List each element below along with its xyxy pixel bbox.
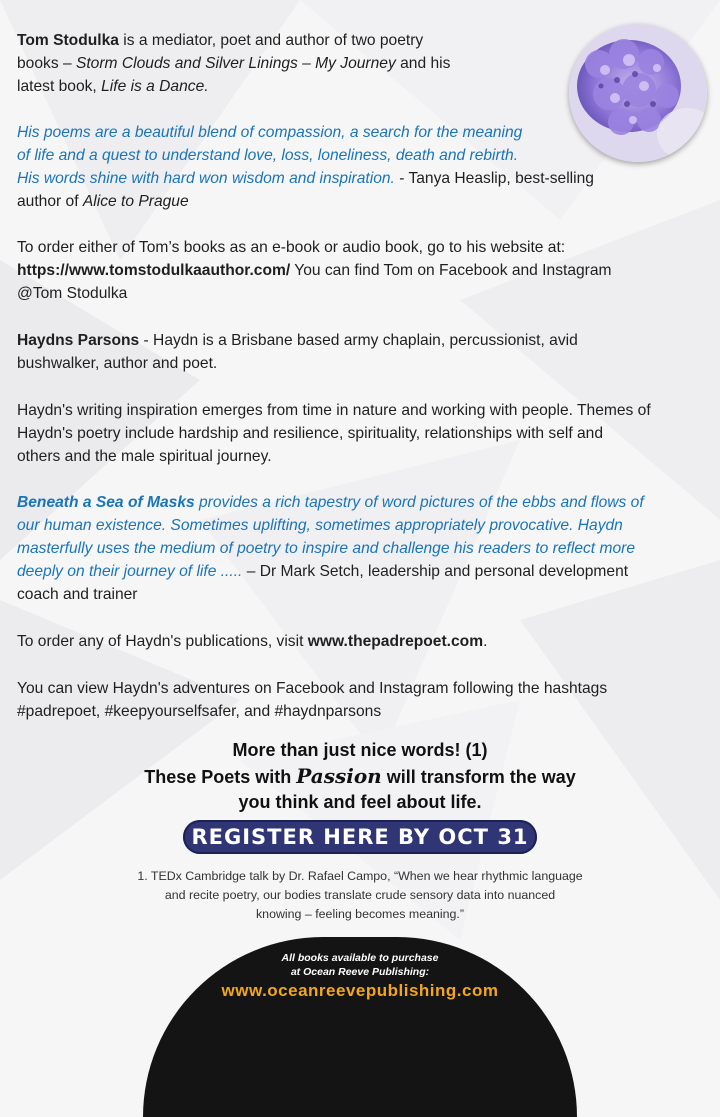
tom-website-link[interactable]: https://www.tomstodulkaauthor.com/ — [17, 262, 291, 279]
social-handle: @Tom Stodulka — [17, 285, 128, 302]
publisher-text — [0, 951, 720, 979]
body-text: Haydn's writing inspiration emerges from time in nature and working with people. Themes of — [17, 402, 651, 419]
publisher-line: All books available to purchase — [281, 952, 439, 964]
quote-text: of life and a quest to understand love, loss, loneliness, death and rebirth. — [17, 147, 519, 164]
tom-name: Tom Stodulka — [17, 32, 119, 49]
promo-line-3: you think and feel about life. — [238, 792, 482, 812]
body-text: others and the male spiritual journey. — [17, 448, 272, 465]
quote-attribution: - Tanya Heaslip, best-selling — [394, 170, 594, 187]
haydn-social-info — [17, 677, 707, 723]
promo-text: will transform the way — [381, 767, 576, 787]
quote-text: provides a rich tapestry of word pictures of the ebbs and flows of — [194, 494, 644, 511]
footnote-line: knowing – feeling becomes meaning.” — [255, 907, 464, 921]
footnote — [0, 867, 720, 924]
quote-attribution: coach and trainer — [17, 586, 138, 603]
quote-attribution: author of — [17, 193, 83, 210]
haydn-bio-text: bushwalker, author and poet. — [17, 355, 218, 372]
order-text: To order any of Haydn's publications, visit — [17, 633, 308, 650]
order-text: To order either of Tom’s books as an e-book or audio book, go to his website at: — [17, 239, 566, 256]
tom-bio-text: books – — [17, 55, 76, 72]
book-title: Beneath a Sea of Masks — [17, 494, 195, 511]
quote-text: deeply on their journey of life ..... — [17, 563, 243, 580]
footnote-line: and recite poetry, our bodies translate crude sensory data into nuanced — [164, 888, 556, 902]
quote-attribution: – Dr Mark Setch, leadership and personal development — [242, 563, 629, 580]
haydn-website-link[interactable]: www.thepadrepoet.com — [307, 633, 484, 650]
body-text: Haydn's poetry include hardship and resilience, spirituality, relationships with self and — [17, 425, 604, 442]
haydn-order-info — [17, 630, 707, 653]
book-title: Storm Clouds and Silver Linings – My Journey — [75, 55, 396, 72]
tom-bio-text: and his — [395, 55, 451, 72]
promo-line-1: More than just nice words! (1) — [232, 740, 488, 760]
tom-order-info — [17, 236, 707, 305]
tom-bio-paragraph — [17, 29, 557, 98]
tom-review-quote — [17, 121, 707, 213]
book-title: Alice to Prague — [82, 193, 189, 210]
hashtags: #padrepoet, #keepyourselfsafer, and #haydnparsons — [17, 703, 382, 720]
haydn-bio-text: - Haydn is a Brisbane based army chaplain, percussionist, avid — [139, 332, 578, 349]
quote-text: our human existence. Sometimes uplifting, sometimes appropriately provocative. Haydn — [17, 517, 623, 534]
quote-text: His poems are a beautiful blend of compassion, a search for the meaning — [17, 124, 523, 141]
haydn-bio-paragraph — [17, 329, 707, 375]
tom-bio-text: latest book, — [17, 78, 102, 95]
order-text: You can find Tom on Facebook and Instagram — [290, 262, 612, 279]
haydn-inspiration-paragraph — [17, 399, 717, 468]
quote-text: His words shine with hard won wisdom and inspiration. — [17, 170, 395, 187]
order-text: . — [483, 633, 488, 650]
promo-line-2 — [0, 763, 720, 790]
haydn-review-quote — [17, 491, 717, 606]
register-button[interactable]: REGISTER HERE BY OCT 31 — [183, 820, 537, 854]
social-text: You can view Haydn's adventures on Facebook and Instagram following the hashtags — [17, 680, 608, 697]
publisher-website-link[interactable]: www.oceanreevepublishing.com — [221, 981, 499, 1000]
publisher-line: at Ocean Reeve Publishing: — [290, 966, 430, 978]
haydn-name: Haydns Parsons — [17, 332, 140, 349]
book-title: Life is a Dance. — [101, 78, 209, 95]
promo-text: These Poets with — [144, 767, 297, 787]
tom-bio-text: is a mediator, poet and author of two poetry — [118, 32, 424, 49]
footnote-line: 1. TEDx Cambridge talk by Dr. Rafael Campo, “When we hear rhythmic language — [137, 869, 583, 883]
quote-text: masterfully uses the medium of poetry to inspire and challenge his readers to reflect more — [17, 540, 635, 557]
passion-word: Passion — [296, 764, 382, 788]
